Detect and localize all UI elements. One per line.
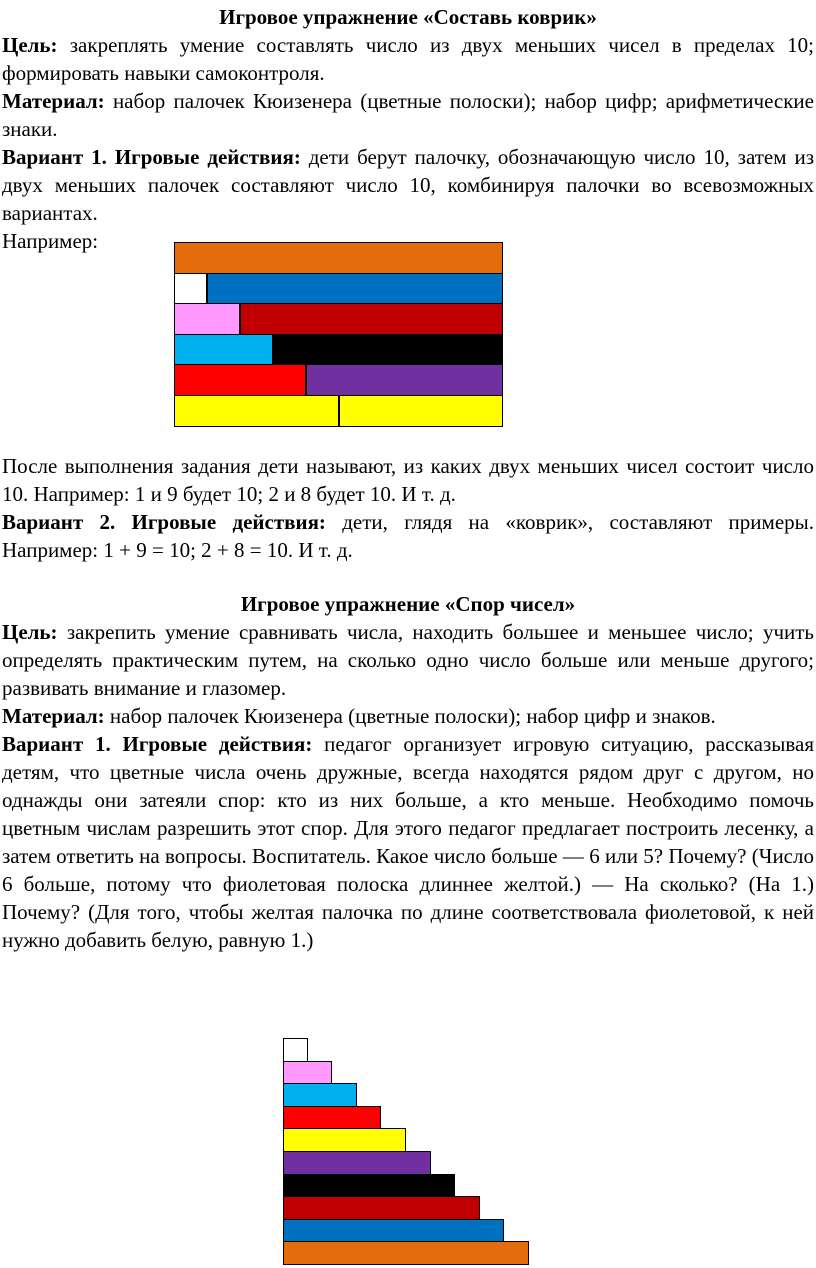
rug-rod-3 — [174, 334, 273, 366]
staircase-rod-2 — [283, 1061, 332, 1085]
exercise1-title: Игровое упражнение «Составь коврик» — [219, 5, 597, 29]
material-text: набор палочек Кюизенера (цветные полоски); набор цифр; арифметические знаки. — [2, 89, 814, 141]
rug-rod-10 — [174, 242, 503, 274]
rug-rod-4 — [174, 364, 306, 396]
example-label: Например: — [2, 229, 99, 253]
staircase-rod-8 — [283, 1196, 480, 1220]
material-label: Материал: — [2, 704, 105, 728]
staircase-rod-3 — [283, 1083, 357, 1107]
goal-label: Цель: — [2, 620, 58, 644]
rug-rod-7 — [273, 334, 503, 366]
rug-rod-6 — [306, 364, 503, 396]
exercise1-continuation — [2, 452, 814, 564]
goal-text: закрепить умение сравнивать числа, находить большее и меньшее число; учить определять практическим путем, на сколько одно число больше или меньше другого; развивать внимание и глазомер. — [2, 620, 814, 700]
exercise1-variant2 — [2, 508, 814, 564]
exercise1-material — [2, 87, 814, 143]
variant2-text: дети, глядя на «коврик», составляют примеры. Например: 1 + 9 = 10; 2 + 8 = 10. И т. д. — [2, 510, 815, 562]
cuisenaire-rug-figure — [174, 242, 503, 426]
staircase-rod-1 — [283, 1038, 308, 1062]
staircase-rod-4 — [283, 1106, 381, 1130]
exercise2-material — [2, 702, 814, 730]
variant1-text: педагог организует игровую ситуацию, рассказывая детям, что цветные числа очень дружные, всегда находятся рядом друг с другом, но однажды они затеяли спор: кто из них больше, а кто меньше. Необходимо помочь цветным числам разрешить этот спор. Для этого педагог предлагает построить лесенку, а затем ответить на вопросы. Воспитатель. Какое число больше — 6 или 5? Почему? (Число 6 больше, потому что фиолетовая полоска длиннее желтой.) — На сколько? (На 1.) Почему? (Для того, чтобы желтая палочка по длине соответствовала фиолетовой, к ней нужно добавить белую, равную 1.) — [2, 732, 815, 952]
cuisenaire-staircase-figure — [283, 1038, 531, 1265]
exercise2-goal — [2, 618, 814, 702]
material-text: набор палочек Кюизенера (цветные полоски); набор цифр и знаков. — [104, 704, 716, 728]
staircase-rod-7 — [283, 1174, 455, 1198]
variant1-label: Вариант 1. Игровые действия: — [2, 145, 301, 169]
goal-label: Цель: — [2, 33, 58, 57]
exercise2-variant1 — [2, 730, 814, 954]
rug-rod-9 — [207, 273, 503, 305]
staircase-rod-9 — [283, 1219, 504, 1243]
exercise1-variant1 — [2, 143, 814, 227]
exercise1-goal — [2, 31, 814, 87]
rug-rod-1 — [174, 273, 207, 305]
rug-rod-8 — [240, 303, 503, 335]
goal-text: закреплять умение составлять число из двух меньших чисел в пределах 10; формировать навыки самоконтроля. — [2, 33, 814, 85]
material-label: Материал: — [2, 89, 105, 113]
staircase-rod-10 — [283, 1241, 529, 1265]
staircase-rod-6 — [283, 1151, 431, 1175]
rug-rod-5 — [339, 395, 504, 427]
rug-rod-5 — [174, 395, 339, 427]
variant1-label: Вариант 1. Игровые действия: — [2, 732, 313, 756]
variant1-text: дети берут палочку, обозначающую число 10, затем из двух меньших палочек составляют число 10, комбинируя палочки во всевозможных вариантах. — [2, 145, 814, 225]
exercise1-section — [2, 3, 814, 255]
exercise2-section — [2, 590, 814, 954]
exercise2-title: Игровое упражнение «Спор чисел» — [240, 592, 576, 616]
variant2-label: Вариант 2. Игровые действия: — [2, 510, 326, 534]
after-task-text: После выполнения задания дети называют, из каких двух меньших чисел состоит число 10. Например: 1 и 9 будет 10; 2 и 8 будет 10. И т. д. — [2, 454, 814, 506]
rug-rod-2 — [174, 303, 240, 335]
staircase-rod-5 — [283, 1128, 406, 1152]
